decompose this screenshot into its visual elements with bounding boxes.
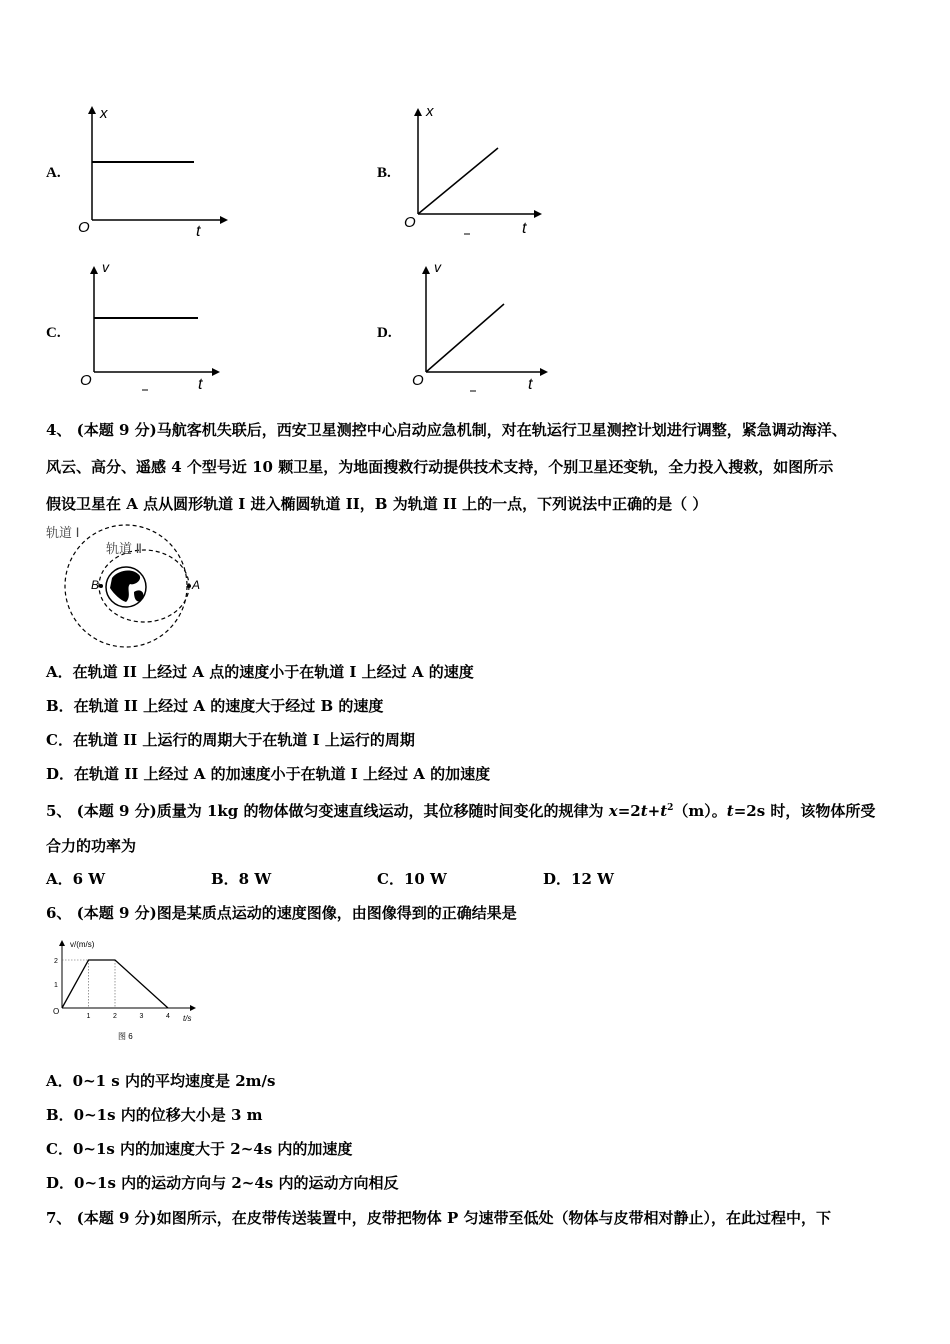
chart-x-tick-label: 4: [166, 1013, 170, 1020]
graph-a-y-label: x: [100, 105, 108, 122]
q5-formula-sup: 2: [667, 803, 674, 813]
option-label-d: D.: [377, 325, 392, 341]
q5-option-b: B．8 W: [211, 870, 272, 888]
graph-a-x-label: t: [196, 223, 201, 240]
q6-option-d: D．0~1s 内的运动方向与 2~4s 内的运动方向相反: [46, 1174, 399, 1192]
chart-y-tick-label: 1: [54, 982, 58, 989]
graph-d-origin: O: [412, 372, 424, 389]
q4-option-a: A．在轨道 II 上经过 A 点的速度小于在轨道 I 上经过 A 的速度: [46, 663, 474, 681]
chart-caption: 图 6: [118, 1032, 133, 1041]
q5-stem-unit: （m）。: [673, 802, 727, 820]
graph-a-xt-constant: [72, 100, 232, 240]
q7-stem: 7、 (本题 9 分)如图所示，在皮带传送装置中，皮带把物体 P 匀速带至低处（物体与皮带相对静止），在此过程中，下: [46, 1209, 831, 1227]
q5-stem-t: t: [726, 802, 734, 820]
q5-formula-plus: +: [647, 802, 661, 820]
graph-d-y-label: v: [434, 259, 441, 275]
chart-y-tick-label: 2: [54, 958, 58, 965]
q4-option-d: D．在轨道 II 上经过 A 的加速度小于在轨道 I 上经过 A 的加速度: [46, 765, 491, 783]
option-label-c: C.: [46, 325, 61, 341]
option-label-a: A.: [46, 165, 61, 181]
q4-stem-line-1: 4、 (本题 9 分)马航客机失联后，西安卫星测控中心启动应急机制，对在轨运行卫星测控计划进行调整，紧急调动海洋、: [46, 421, 847, 439]
option-label-b: B.: [377, 165, 391, 181]
graph-d-vt-linear: [404, 258, 560, 398]
q5-formula-t: t: [640, 802, 648, 820]
orbit-1-label: 轨道 Ⅰ: [46, 525, 80, 540]
chart-x-tick-label: 3: [139, 1013, 144, 1020]
q6-option-b: B．0~1s 内的位移大小是 3 m: [46, 1106, 263, 1124]
q5-stem-post: =2s 时，该物体所受: [733, 802, 876, 820]
chart-origin: O: [53, 1007, 60, 1016]
q6-option-c: C．0~1s 内的加速度大于 2~4s 内的加速度: [46, 1140, 353, 1158]
q5-stem-line-2: 合力的功率为: [46, 837, 137, 855]
q6-stem: 6、 (本题 9 分)图是某质点运动的速度图像，由图像得到的正确结果是: [46, 904, 517, 922]
q4-option-b: B．在轨道 II 上经过 A 的速度大于经过 B 的速度: [46, 697, 384, 715]
q5-formula-t2: t: [660, 802, 668, 820]
graph-b-xt-linear: [400, 100, 550, 240]
graph-b-x-label: t: [522, 220, 527, 237]
graph-c-vt-constant: [72, 258, 232, 398]
q5-formula-eq: =2: [617, 802, 641, 820]
graph-c-y-label: v: [102, 259, 109, 275]
chart-x-tick-label: 1: [86, 1013, 91, 1020]
q5-option-d: D．12 W: [543, 870, 614, 888]
point-a-label: A: [192, 578, 201, 592]
graph-b-origin: O: [404, 214, 416, 231]
q5-stem-line-1: [46, 798, 875, 821]
graph-a-origin: O: [78, 219, 90, 236]
q5-option-c: C．10 W: [377, 870, 447, 888]
chart-x-label: t/s: [183, 1014, 192, 1023]
q4-stem-line-2: 风云、高分、遥感 4 个型号近 10 颗卫星，为地面搜救行动提供技术支持，个别卫星还变轨，全力投入搜救，如图所示: [46, 458, 834, 476]
orbit-2-label: 轨道 Ⅱ: [106, 541, 143, 556]
graph-b-y-label: x: [426, 103, 434, 120]
q6-option-a: A．0~1 s 内的平均速度是 2m/s: [46, 1072, 276, 1090]
graph-c-origin: O: [80, 372, 92, 389]
point-b-label: B: [91, 578, 100, 592]
q5-stem-pre: 5、 (本题 9 分)质量为 1kg 的物体做匀变速直线运动，其位移随时间变化的规律为: [46, 802, 609, 820]
chart-y-label: v/(m/s): [70, 940, 95, 949]
velocity-time-chart: [40, 934, 210, 1046]
graph-d-x-label: t: [528, 376, 533, 393]
q5-formula-x: x: [608, 802, 618, 820]
q4-stem-line-3: 假设卫星在 A 点从圆形轨道 I 进入椭圆轨道 II，B 为轨道 II 上的一点，下列说法中正确的是（ ）: [46, 495, 708, 513]
graph-c-x-label: t: [198, 376, 203, 393]
q5-option-a: A．6 W: [46, 870, 106, 888]
q4-option-c: C．在轨道 II 上运行的周期大于在轨道 I 上运行的周期: [46, 731, 415, 749]
orbit-diagram: [40, 522, 220, 652]
chart-x-tick-label: 2: [113, 1013, 117, 1020]
